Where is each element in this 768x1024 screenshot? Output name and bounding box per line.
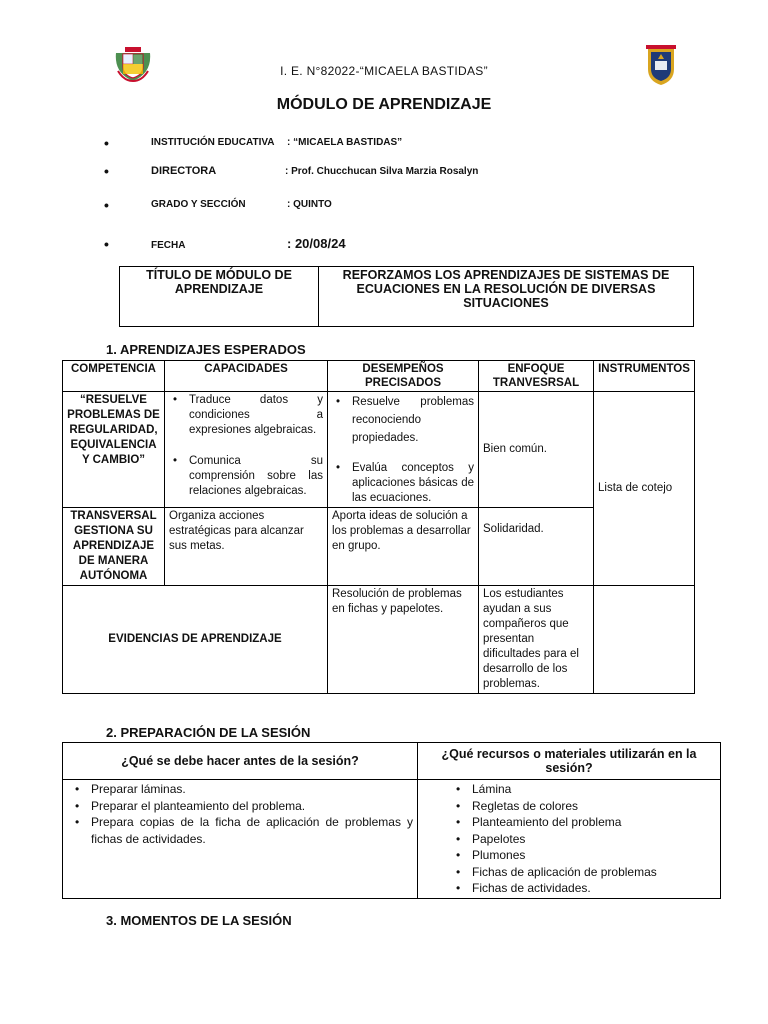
- info-label: INSTITUCIÓN EDUCATIVA: [151, 137, 275, 148]
- competencia-2: TRANSVERSAL GESTIONA SU APRENDIZAJE DE MANERA AUTÓNOMA: [63, 508, 165, 586]
- list-item: • Evalúa conceptos y aplicaciones básicas de las ecuaciones.: [352, 461, 474, 506]
- list-item: • Comunica su comprensión sobre las relaciones algebraicas.: [189, 454, 323, 499]
- list-item: • Preparar láminas.: [91, 781, 413, 798]
- preparacion-table: [62, 742, 721, 899]
- header-enfoque: ENFOQUE TRANVESRSAL: [479, 361, 594, 392]
- bullet-icon: •: [104, 135, 109, 151]
- section-2-title: 2. PREPARACIÓN DE LA SESIÓN: [106, 725, 311, 740]
- section-3-title: 3. MOMENTOS DE LA SESIÓN: [106, 913, 292, 928]
- info-label: GRADO Y SECCIÓN: [151, 199, 246, 210]
- module-title-table: [119, 266, 694, 327]
- recursos-list: [418, 780, 721, 899]
- evidencias-desempeno: Resolución de problemas en fichas y papelotes.: [328, 586, 479, 694]
- info-label: DIRECTORA: [151, 165, 217, 177]
- header-competencia: COMPETENCIA: [63, 361, 165, 392]
- list-item: • Regletas de colores: [472, 798, 716, 815]
- list-item: • Lámina: [472, 781, 716, 798]
- antes-sesion-list: [63, 780, 418, 899]
- bullet-icon: •: [104, 163, 109, 179]
- list-item: • Planteamiento del problema: [472, 814, 716, 831]
- bullet-icon: •: [104, 197, 109, 213]
- list-item: • Plumones: [472, 847, 716, 864]
- list-item: • Resuelve problemas reconociendo propiedades.: [352, 393, 474, 447]
- evidencias-enfoque: Los estudiantes ayudan a sus compañeros que presentan dificultades para el desarrollo de los problemas.: [479, 586, 594, 694]
- desempenos-1: [328, 392, 479, 508]
- info-value: : Prof. Chucchucan Silva Marzia Rosalyn: [285, 166, 479, 177]
- competencia-1: “RESUELVE PROBLEMAS DE REGULARIDAD, EQUIVALENCIA Y CAMBIO”: [63, 392, 165, 508]
- list-item: • Fichas de actividades.: [472, 880, 716, 897]
- info-value: : QUINTO: [287, 199, 332, 210]
- capacidades-1: [165, 392, 328, 508]
- header-instrumentos: INSTRUMENTOS: [594, 361, 695, 392]
- aprendizajes-table: [62, 360, 695, 694]
- page-title: MÓDULO DE APRENDIZAJE: [276, 96, 492, 113]
- evidencias-empty-cell: [594, 586, 695, 694]
- header-recursos: ¿Qué recursos o materiales utilizarán en la sesión?: [418, 743, 721, 780]
- module-title-value: REFORZAMOS LOS APRENDIZAJES DE SISTEMAS DE ECUACIONES EN LA RESOLUCIÓN DE DIVERSAS SITUACIONES: [319, 267, 694, 327]
- list-item: • Fichas de aplicación de problemas: [472, 864, 716, 881]
- enfoque-1: Bien común.: [479, 392, 594, 508]
- info-label: FECHA: [151, 240, 186, 251]
- enfoque-2: Solidaridad.: [479, 508, 594, 586]
- instrumentos-cell: Lista de cotejo: [594, 392, 695, 586]
- list-item: • Traduce datos y condiciones a expresiones algebraicas.: [189, 393, 323, 438]
- module-title-label: TÍTULO DE MÓDULO DE APRENDIZAJE: [120, 267, 319, 327]
- school-header: I. E. N°82022-“MICAELA BASTIDAS”: [280, 64, 488, 78]
- capacidades-2: Organiza acciones estratégicas para alcanzar sus metas.: [165, 508, 328, 586]
- header-antes-sesion: ¿Qué se debe hacer antes de la sesión?: [63, 743, 418, 780]
- info-value: : 20/08/24: [287, 236, 346, 251]
- info-value: : “MICAELA BASTIDAS”: [287, 137, 403, 148]
- list-item: • Prepara copias de la ficha de aplicación de problemas y fichas de actividades.: [91, 814, 413, 847]
- list-item: • Papelotes: [472, 831, 716, 848]
- desempenos-2: Aporta ideas de solución a los problemas a desarrollar en grupo.: [328, 508, 479, 586]
- list-item: • Preparar el planteamiento del problema.: [91, 798, 413, 815]
- header-desempenos: DESEMPEÑOS PRECISADOS: [328, 361, 479, 392]
- section-1-title: 1. APRENDIZAJES ESPERADOS: [106, 342, 306, 357]
- header-capacidades: CAPACIDADES: [165, 361, 328, 392]
- evidencias-label: EVIDENCIAS DE APRENDIZAJE: [63, 586, 328, 694]
- bullet-icon: •: [104, 236, 109, 252]
